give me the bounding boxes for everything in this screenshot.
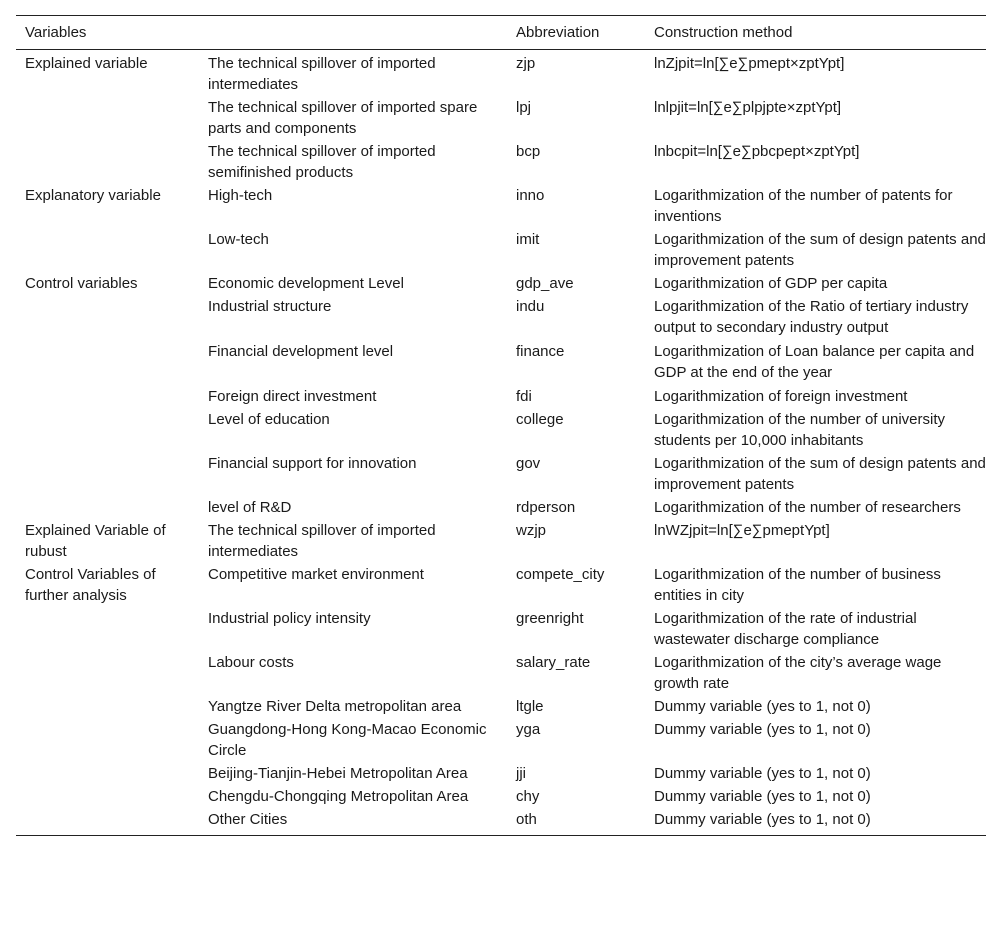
header-variable-name (199, 16, 507, 50)
variable-name: Chengdu-Chongqing Metropolitan Area (208, 788, 469, 805)
variable-group (16, 808, 199, 836)
construction-method: Logarithmization of the Ratio of tertiary industry output to secondary industry output (654, 298, 969, 336)
header-variables: Variables (16, 16, 199, 50)
table-row (16, 184, 986, 228)
construction-method: Logarithmization of the number of business entities in city (654, 566, 941, 604)
variable-abbreviation: finance (516, 343, 565, 360)
variable-name: Industrial structure (208, 298, 332, 315)
table-row (16, 762, 986, 785)
construction-method: Dummy variable (yes to 1, not 0) (654, 698, 871, 715)
variable-name: Financial support for innovation (208, 455, 417, 472)
variable-abbreviation: wzjp (516, 522, 547, 539)
variable-abbreviation: salary_rate (516, 654, 591, 671)
table-row (16, 96, 986, 140)
variable-group (16, 408, 199, 452)
table-row (16, 695, 986, 718)
construction-method: lnlpjit=ln[∑e∑plpjpte×zptYpt] (654, 99, 842, 116)
table-row (16, 272, 986, 295)
variable-abbreviation: ltgle (516, 698, 544, 715)
variable-group: Control Variables of further analysis (25, 566, 156, 604)
construction-method: lnZjpit=ln[∑e∑pmept×zptYpt] (654, 55, 845, 72)
construction-method: Logarithmization of GDP per capita (654, 275, 888, 292)
variable-group: Explained variable (25, 55, 148, 72)
variable-abbreviation: gdp_ave (516, 275, 574, 292)
variable-name: Yangtze River Delta metropolitan area (208, 698, 462, 715)
table-row (16, 408, 986, 452)
variables-table-container (16, 15, 986, 836)
construction-method: Logarithmization of the number of university students per 10,000 inhabitants (654, 411, 945, 449)
variable-abbreviation: greenright (516, 610, 584, 627)
construction-method: Logarithmization of the number of patents for inventions (654, 187, 953, 225)
variable-name: Competitive market environment (208, 566, 424, 583)
header-abbreviation: Abbreviation (507, 16, 645, 50)
variable-abbreviation: zjp (516, 55, 536, 72)
table-row (16, 340, 986, 385)
variable-abbreviation: indu (516, 298, 545, 315)
variable-name: level of R&D (208, 499, 292, 516)
variable-group: Explanatory variable (25, 187, 161, 204)
variable-abbreviation: college (516, 411, 564, 428)
table-row (16, 496, 986, 519)
construction-method: Logarithmization of the rate of industrial wastewater discharge compliance (654, 610, 917, 648)
variable-abbreviation: imit (516, 231, 540, 248)
header-row (16, 16, 986, 50)
variable-group (16, 295, 199, 340)
table-row (16, 452, 986, 496)
variable-group (16, 340, 199, 385)
table-row (16, 718, 986, 762)
variable-group (16, 96, 199, 140)
variable-abbreviation: jji (516, 765, 526, 782)
variable-abbreviation: rdperson (516, 499, 576, 516)
variable-abbreviation: fdi (516, 388, 532, 405)
variable-abbreviation: gov (516, 455, 541, 472)
variable-name: High-tech (208, 187, 273, 204)
variables-table (16, 15, 986, 836)
variable-name: Low-tech (208, 231, 269, 248)
variable-name: Economic development Level (208, 275, 404, 292)
variable-name: Guangdong-Hong Kong-Macao Economic Circle (208, 721, 487, 759)
construction-method: Dummy variable (yes to 1, not 0) (654, 765, 871, 782)
variable-name: The technical spillover of imported semifinished products (208, 143, 436, 181)
variable-abbreviation: yga (516, 721, 541, 738)
construction-method: Logarithmization of foreign investment (654, 388, 908, 405)
variable-group (16, 718, 199, 762)
variable-group (16, 228, 199, 272)
variable-abbreviation: bcp (516, 143, 541, 160)
construction-method: Logarithmization of the sum of design patents and improvement patents (654, 455, 986, 493)
construction-method: Logarithmization of the sum of design patents and improvement patents (654, 231, 986, 269)
construction-method: lnbcpit=ln[∑e∑pbcpept×zptYpt] (654, 143, 860, 160)
variable-abbreviation: compete_city (516, 566, 605, 583)
variable-abbreviation: lpj (516, 99, 532, 116)
variable-abbreviation: chy (516, 788, 540, 805)
table-body (16, 50, 986, 836)
header-construction-method: Construction method (645, 16, 986, 50)
variable-name: Industrial policy intensity (208, 610, 371, 627)
variable-name: The technical spillover of imported intermediates (208, 55, 436, 93)
variable-group (16, 385, 199, 408)
table-row (16, 295, 986, 340)
construction-method: Dummy variable (yes to 1, not 0) (654, 721, 871, 738)
table-row (16, 785, 986, 808)
variable-group (16, 695, 199, 718)
construction-method: Logarithmization of the city’s average wage growth rate (654, 654, 942, 692)
variable-name: Labour costs (208, 654, 294, 671)
variable-name: Financial development level (208, 343, 394, 360)
table-row (16, 519, 986, 563)
variable-name: Level of education (208, 411, 330, 428)
table-row (16, 563, 986, 607)
variable-abbreviation: oth (507, 808, 645, 836)
variable-name: Beijing-Tianjin-Hebei Metropolitan Area (208, 765, 468, 782)
variable-group (16, 762, 199, 785)
table-row (16, 140, 986, 184)
table-row (16, 385, 986, 408)
construction-method: lnWZjpit=ln[∑e∑pmeptYpt] (654, 522, 830, 539)
variable-abbreviation: inno (516, 187, 545, 204)
construction-method: Logarithmization of Loan balance per capita and GDP at the end of the year (654, 343, 975, 381)
table-row (16, 50, 986, 97)
table-row (16, 607, 986, 651)
variable-name: Foreign direct investment (208, 388, 377, 405)
variable-group (16, 452, 199, 496)
table-row (16, 808, 986, 836)
variable-group: Control variables (25, 275, 138, 292)
variable-group (16, 651, 199, 695)
construction-method: Dummy variable (yes to 1, not 0) (654, 788, 871, 805)
variable-group (16, 607, 199, 651)
construction-method: Dummy variable (yes to 1, not 0) (645, 808, 986, 836)
table-row (16, 651, 986, 695)
variable-name: The technical spillover of imported intermediates (208, 522, 436, 560)
variable-group (16, 496, 199, 519)
variable-group: Explained Variable of rubust (25, 522, 166, 560)
variable-group (16, 785, 199, 808)
variable-name: Other Cities (199, 808, 507, 836)
table-row (16, 228, 986, 272)
variable-name: The technical spillover of imported spare parts and components (208, 99, 478, 137)
variable-group (16, 140, 199, 184)
construction-method: Logarithmization of the number of researchers (654, 499, 961, 516)
